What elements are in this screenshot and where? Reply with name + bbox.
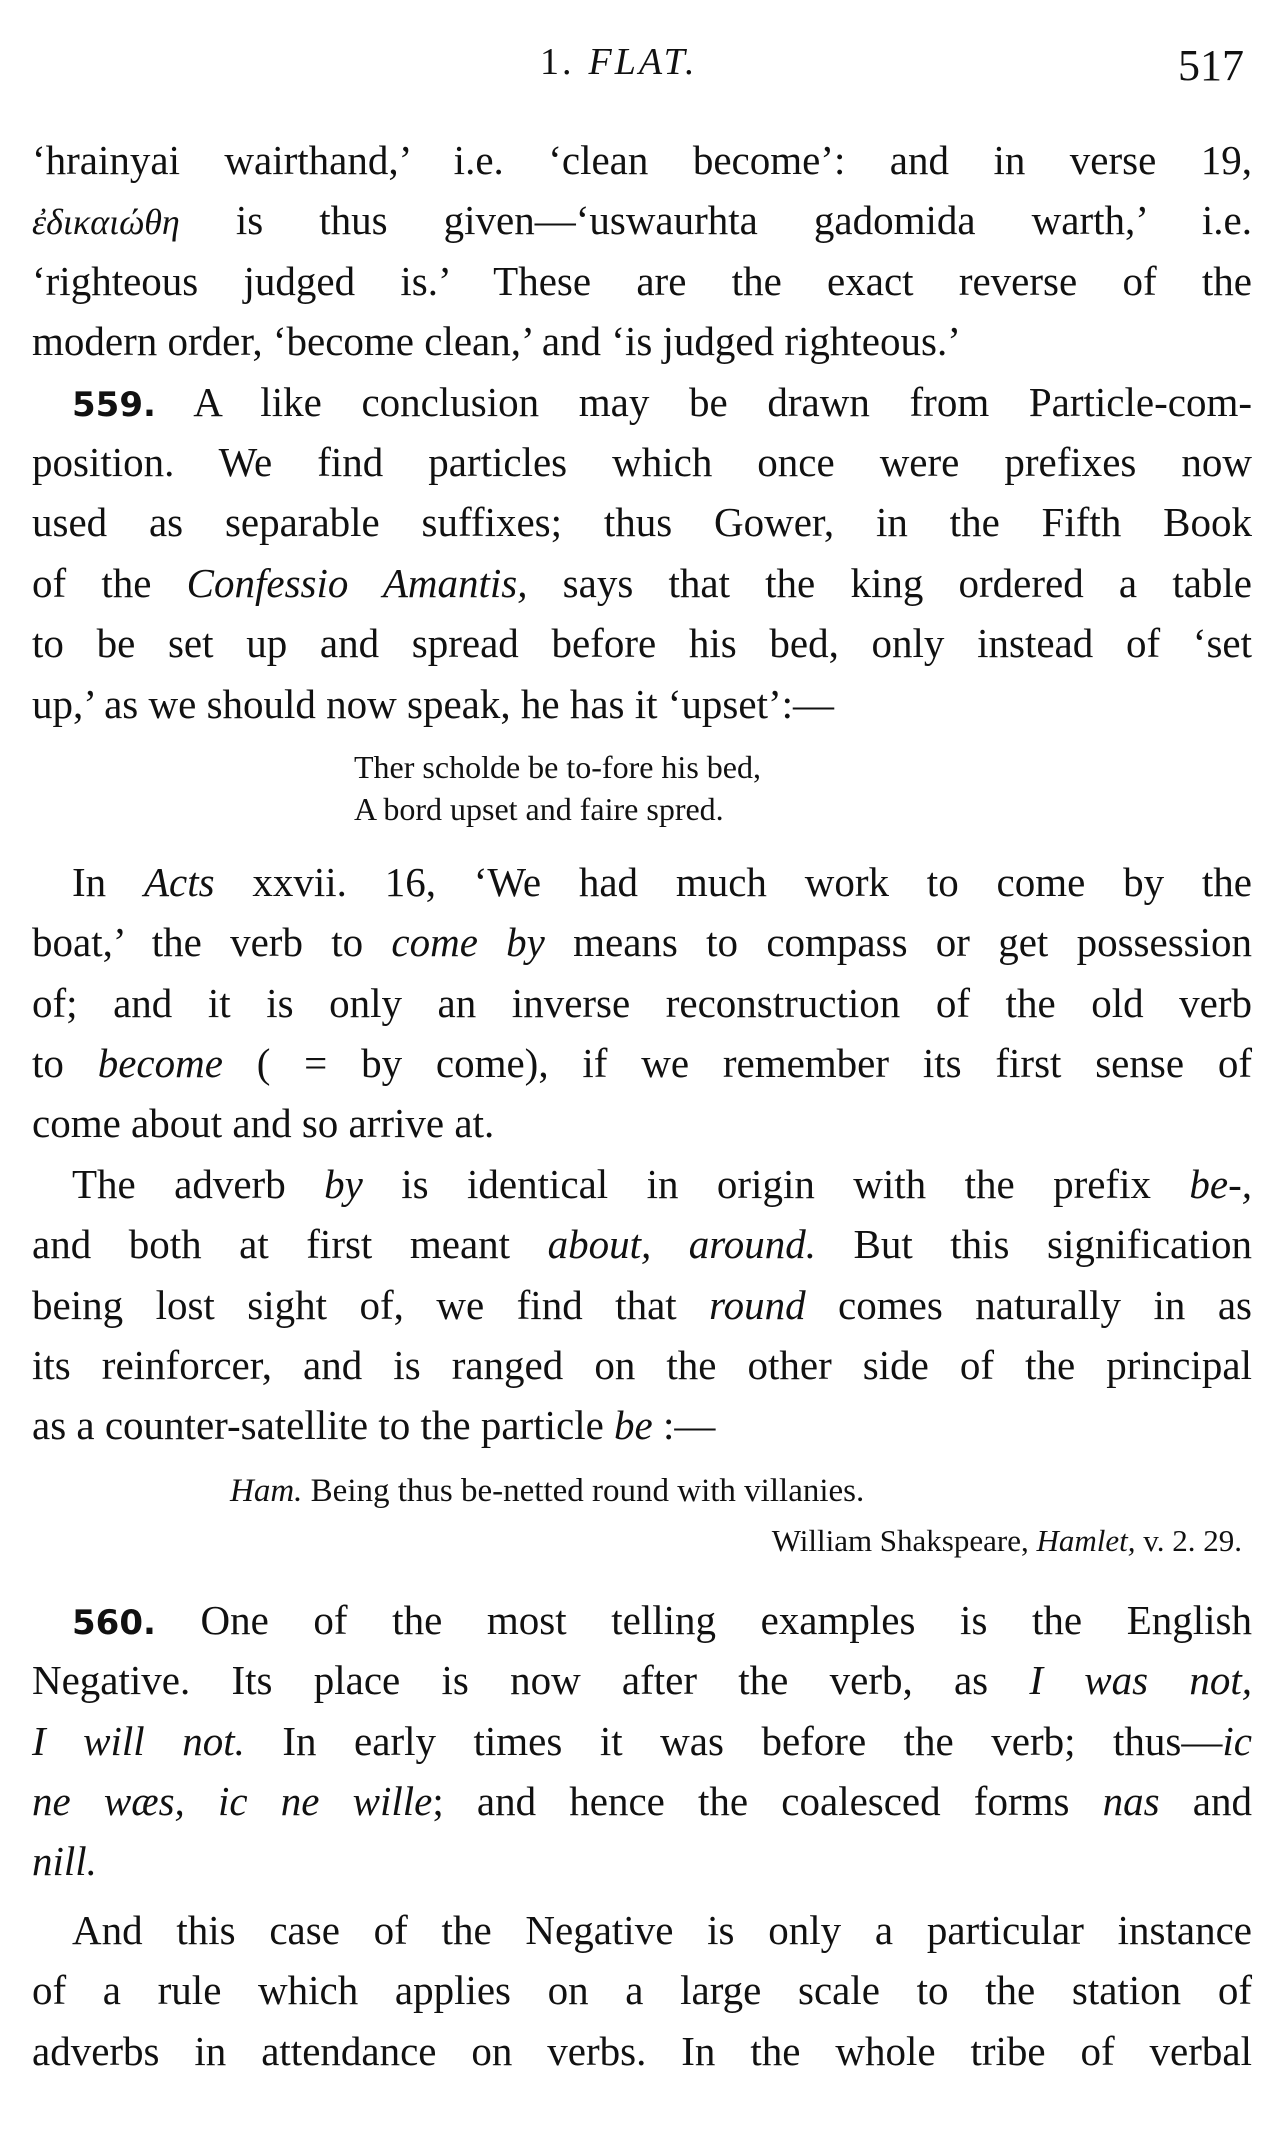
text-line: adverbs in attendance on verbs. In the whole tribe of verbal: [32, 2027, 1252, 2074]
paragraph-acts: [32, 852, 1252, 1154]
text-line: nill.: [32, 1838, 97, 1885]
text-line: its reinforcer, and is ranged on the other side of the principal: [32, 1342, 1252, 1389]
verse-line: A bord upset and faire spred.: [354, 790, 724, 827]
text-line: 560. One of the most telling examples is the English: [72, 1596, 1252, 1643]
running-header: [0, 40, 1282, 100]
text-line: ‘hrainyai wairthand,’ i.e. ‘clean become’: and in verse 19,: [32, 137, 1252, 183]
text-line: Negative. Its place is now after the verb, as I was not,: [32, 1657, 1252, 1704]
paragraph-560: [32, 1590, 1252, 1892]
page-number: 517: [1178, 41, 1244, 90]
text-line: ἐδικαιώθη is thus given—‘uswaurhta gadomida warth,’ i.e.: [32, 197, 1252, 244]
text-line: I will not. In early times it was before the verb; thus—ic: [32, 1717, 1252, 1764]
verse-line: Ther scholde be to-fore his bed,: [354, 748, 761, 785]
text-line: used as separable suffixes; thus Gower, in the Fifth Book: [32, 499, 1252, 546]
paragraph-continuation: [32, 130, 1252, 372]
text-line: being lost sight of, we find that round comes naturally in as: [32, 1281, 1252, 1328]
chapter-number: 1.: [540, 41, 575, 83]
text-line: In Acts xxvii. 16, ‘We had much work to come by the: [72, 858, 1252, 905]
text-line: of the Confessio Amantis, says that the king ordered a table: [32, 559, 1252, 606]
speaker-name: Ham.: [230, 1472, 303, 1509]
text-line: of a rule which applies on a large scale to the station of: [32, 1967, 1252, 2014]
body-text: [32, 130, 1252, 2081]
hamlet-quotation: [32, 1466, 1252, 1566]
text-line: ne wæs, ic ne wille; and hence the coalesced forms nas and: [32, 1777, 1252, 1824]
section-number: 559.: [72, 384, 156, 425]
text-line: to be set up and spread before his bed, only instead of ‘set: [32, 620, 1252, 667]
paragraph-adverb: [32, 1154, 1252, 1456]
text-line: to become ( = by come), if we remember its first sense of: [32, 1040, 1252, 1087]
work-title: Confessio Amantis,: [186, 559, 528, 606]
text-line: The adverb by is identical in origin with the prefix be-,: [72, 1160, 1252, 1207]
text-line: as a counter-satellite to the particle be :—: [32, 1402, 716, 1449]
chapter-title: FLAT.: [588, 41, 698, 83]
running-title: [540, 40, 697, 84]
text-line: position. We find particles which once were prefixes now: [32, 438, 1252, 485]
verse-quotation: [32, 746, 1252, 830]
text-line: up,’ as we should now speak, he has it ‘upset’:—: [32, 680, 835, 727]
text-line: ‘righteous judged is.’ These are the exact reverse of the: [32, 257, 1252, 304]
text-line: boat,’ the verb to come by means to compass or get possession: [32, 919, 1253, 966]
quote-line: Ham. Being thus be-netted round with villanies.: [230, 1472, 865, 1509]
greek-word: ἐδικαιώθη: [32, 202, 180, 243]
paragraph-559: [32, 372, 1252, 734]
paragraph-negative: [32, 1900, 1252, 2081]
text-line: And this case of the Negative is only a particular instance: [72, 1906, 1252, 1953]
text-line: modern order, ‘become clean,’ and ‘is judged righteous.’: [32, 318, 961, 365]
text-line: 559. A like conclusion may be drawn from Particle-com-: [72, 378, 1252, 425]
text-line: come about and so arrive at.: [32, 1100, 495, 1147]
text-line: and both at first meant about, around. But this signification: [32, 1221, 1253, 1268]
section-number: 560.: [72, 1602, 156, 1643]
paragraph-gap: [32, 1892, 1252, 1900]
text-line: of; and it is only an inverse reconstruction of the old verb: [32, 979, 1252, 1026]
quote-attribution: William Shakspeare, Hamlet, v. 2. 29.: [771, 1522, 1242, 1558]
